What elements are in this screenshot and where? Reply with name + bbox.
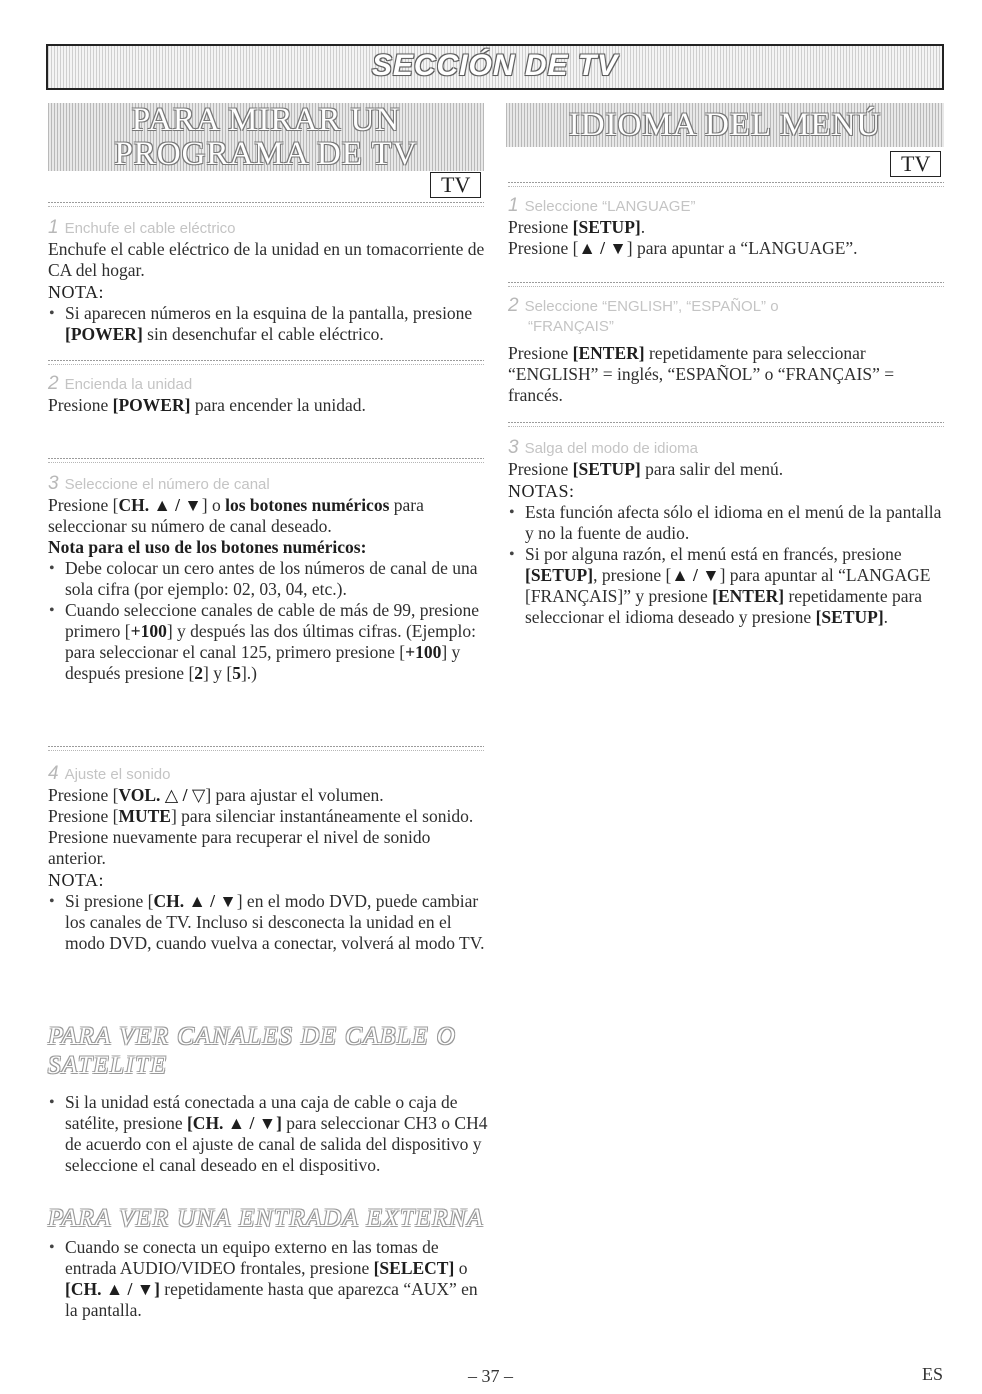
step-text: Presione [CH. ▲ / ▼] o los botones numéricos para seleccionar su número de canal deseado. bbox=[48, 495, 424, 536]
section-heading: PARA VER UNA ENTRADA EXTERNA bbox=[48, 1205, 484, 1232]
step-text: Enchufe el cable eléctrico de la unidad en un tomacorriente de CA del hogar. bbox=[48, 239, 485, 280]
step-text: Presione [▲ / ▼] para apuntar a “LANGUAGE”. bbox=[508, 238, 858, 258]
external-input-section bbox=[48, 1204, 488, 1321]
step-heading: 3 Salga del modo de idioma bbox=[508, 437, 699, 458]
step-heading: 2 Encienda la unidad bbox=[48, 373, 193, 394]
note-label: NOTA: bbox=[48, 870, 105, 890]
step-heading: 2 Seleccione “ENGLISH”, “ESPAÑOL” o bbox=[508, 295, 779, 316]
step-heading: 1 Seleccione “LANGUAGE” bbox=[508, 195, 696, 216]
right-step-1 bbox=[508, 196, 948, 259]
step-heading: 3 Seleccione el número de canal bbox=[48, 473, 270, 494]
left-banner-line2: PROGRAMA DE TV bbox=[114, 136, 418, 172]
step-text: Presione [SETUP]. bbox=[508, 217, 646, 237]
left-step-2 bbox=[48, 374, 488, 416]
step-text: Presione nuevamente para recuperar el nivel de sonido anterior. bbox=[48, 827, 431, 868]
section-bullet: • Cuando se conecta un equipo externo en las tomas de entrada AUDIO/VIDEO frontales, presione [SELECT] o [CH. ▲ / ▼] repetidamente hasta que aparezca “AUX” en la pantalla. bbox=[48, 1237, 488, 1321]
divider bbox=[48, 360, 484, 365]
cable-satellite-section bbox=[48, 1022, 488, 1176]
section-heading: PARA VER CANALES DE CABLE O SATELITE bbox=[48, 1023, 457, 1079]
notes-label: NOTAS: bbox=[508, 481, 575, 501]
right-section-banner: IDIOMA DEL MENÚ bbox=[506, 103, 944, 147]
divider bbox=[508, 422, 944, 427]
right-step-3 bbox=[508, 438, 948, 628]
divider bbox=[48, 458, 484, 463]
section-title: SECCIÓN DE TV bbox=[371, 49, 619, 82]
step-text: Presione [ENTER] repetidamente para seleccionar “ENGLISH” = inglés, “ESPAÑOL” o “FRANÇAIS” = francés. bbox=[508, 343, 895, 405]
note-bullet: • Debe colocar un cero antes de los números de canal de una sola cifra (por ejemplo: 02, 03, 04, etc.). bbox=[48, 558, 488, 600]
left-step-4 bbox=[48, 764, 488, 954]
note-bullet: • Esta función afecta sólo el idioma en el menú de la pantalla y no la fuente de audio. bbox=[508, 502, 948, 544]
section-header-banner bbox=[46, 44, 944, 90]
divider bbox=[508, 182, 944, 187]
note-label: NOTA: bbox=[48, 282, 105, 302]
right-step-2 bbox=[508, 296, 948, 406]
step-heading-cont: “FRANÇAIS” bbox=[528, 318, 614, 335]
divider bbox=[48, 746, 484, 751]
divider bbox=[48, 202, 484, 207]
note-bullet: • Si por alguna razón, el menú está en francés, presione [SETUP], presione [▲ / ▼] para apuntar al “LANGAGE [FRANÇAIS]” y presione [ENTER] repetidamente para seleccionar el idioma deseado y presione [SETUP]. bbox=[508, 544, 948, 628]
note-title: Nota para el uso de los botones numéricos: bbox=[48, 537, 367, 557]
page-number: – 37 – bbox=[468, 1366, 513, 1386]
note-bullet: • Si presione [CH. ▲ / ▼] en el modo DVD, puede cambiar los canales de TV. Incluso si desconecta la unidad en el modo DVD, cuando vuelva a conectar, volverá al modo TV. bbox=[48, 891, 488, 954]
note-bullet: • Si aparecen números en la esquina de la pantalla, presione [POWER] sin desenchufar el cable eléctrico. bbox=[48, 303, 488, 345]
step-text: Presione [SETUP] para salir del menú. bbox=[508, 459, 784, 479]
tv-mode-label: TV bbox=[890, 151, 941, 177]
left-section-banner bbox=[48, 103, 484, 171]
step-text: Presione [VOL. △ / ▽] para ajustar el volumen. bbox=[48, 785, 384, 805]
language-code: ES bbox=[922, 1364, 944, 1384]
step-heading: 4 Ajuste el sonido bbox=[48, 763, 171, 784]
divider bbox=[508, 282, 944, 287]
left-step-3 bbox=[48, 474, 488, 684]
note-bullet: • Cuando seleccione canales de cable de más de 99, presione primero [+100] y después las dos últimas cifras. (Ejemplo: para seleccionar el canal 125, primero presione [+100] y después presione [2] y [5].) bbox=[48, 600, 488, 684]
section-bullet: • Si la unidad está conectada a una caja de cable o caja de satélite, presione [CH. ▲ / ▼] para seleccionar CH3 o CH4 de acuerdo con el ajuste de canal de salida del dispositivo y seleccione el canal deseado en el dispositivo. bbox=[48, 1092, 488, 1176]
left-banner-line1: PARA MIRAR UN bbox=[131, 102, 401, 138]
tv-mode-label: TV bbox=[430, 172, 481, 198]
step-text: Presione [POWER] para encender la unidad. bbox=[48, 395, 366, 415]
step-heading: 1 Enchufe el cable eléctrico bbox=[48, 217, 236, 238]
step-text: Presione [MUTE] para silenciar instantáneamente el sonido. bbox=[48, 806, 474, 826]
left-step-1 bbox=[48, 218, 488, 345]
